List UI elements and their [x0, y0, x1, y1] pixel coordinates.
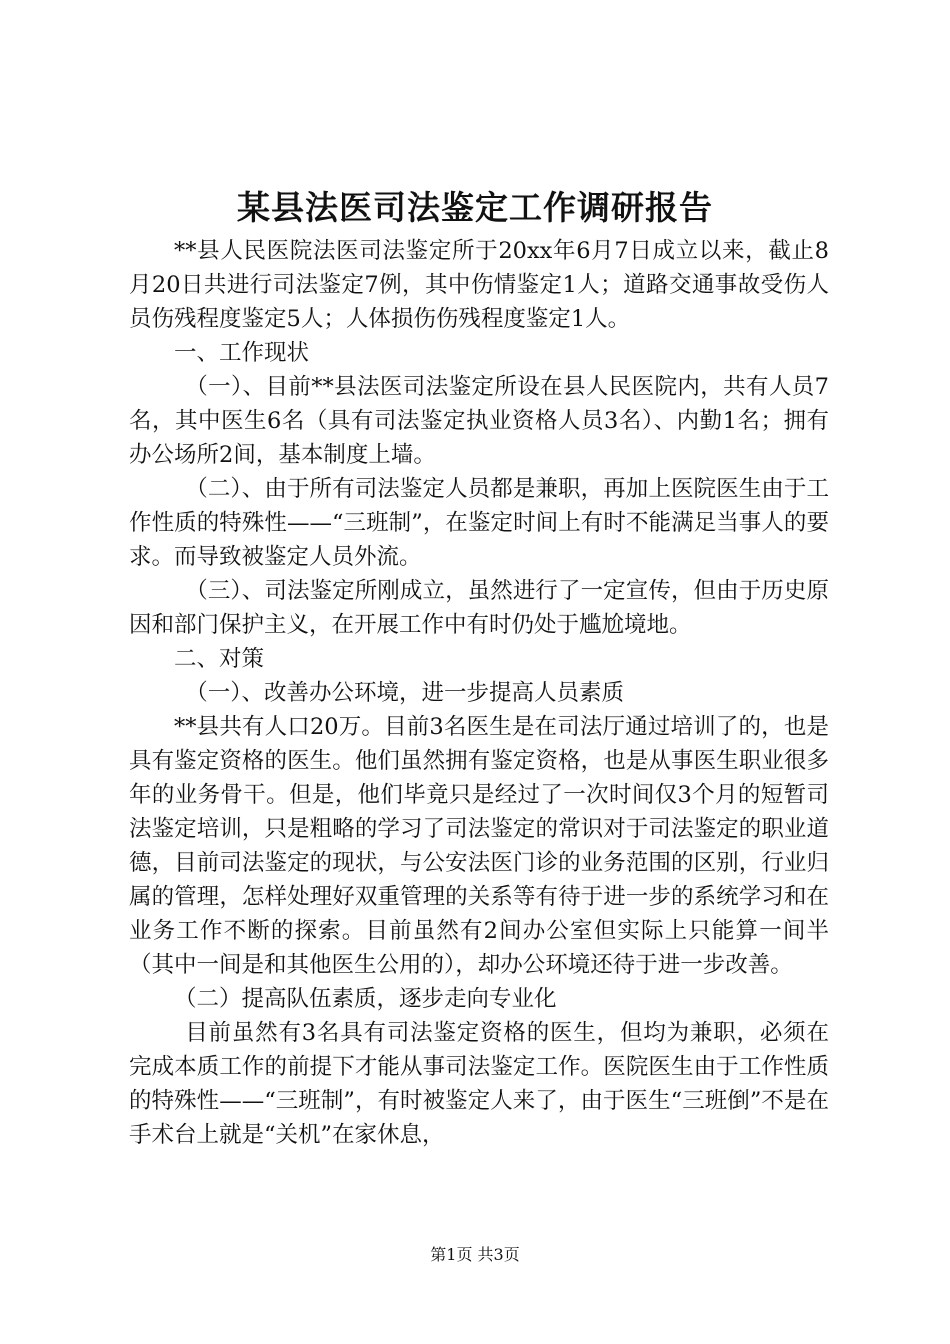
paragraph-improve-team: 目前虽然有3名具有司法鉴定资格的医生，但均为兼职，必须在完成本质工作的前提下才能从事司法鉴定工作。医院医生由于工作性质的特殊性——“三班制”，有时被鉴定人来了，由于医生“三班倒”不是在手术台上就是“关机”在家休息， — [129, 1020, 829, 1148]
paragraph-improve-environment: **县共有人口20万。目前3名医生是在司法厅通过培训了的，也是具有鉴定资格的医生。他们虽然拥有鉴定资格，也是从事医生职业很多年的业务骨干。但是，他们毕竟只是经过了一次时间仅3个月的短暂司法鉴定培训，只是粗略的学习了司法鉴定的常识对于司法鉴定的职业道德，目前司法鉴定的现状，与公安法医门诊的业务范围的区别，行业归属的管理，怎样处理好双重管理的关系等有待于进一步的系统学习和在业务工作不断的探索。目前虽然有2间办公室但实际上只能算一间半（其中一间是和其他医生公用的），却办公环境还待于进一步改善。 — [129, 714, 829, 978]
page-footer: 第1页 共3页 — [430, 1245, 520, 1264]
paragraph-intro: **县人民医院法医司法鉴定所于20xx年6月7日成立以来，截止8月20日共进行司法鉴定7例，其中伤情鉴定1人；道路交通事故受伤人员伤残程度鉴定5人；人体损伤伤残程度鉴定1人。 — [129, 238, 829, 332]
paragraph-status-1: （一）、目前**县法医司法鉴定所设在县人民医院内，共有人员7名，其中医生6名（具有司法鉴定执业资格人员3名）、内勤1名；拥有办公场所2间，基本制度上墙。 — [129, 374, 829, 468]
heading-countermeasures: 二、对策 — [174, 646, 265, 672]
subheading-improve-environment: （一）、改善办公环境，进一步提高人员素质 — [185, 680, 625, 706]
paragraph-status-2: （二）、由于所有司法鉴定人员都是兼职，再加上医院医生由于工作性质的特殊性——“三班制”，在鉴定时间上有时不能满足当事人的要求。而导致被鉴定人员外流。 — [129, 476, 829, 570]
document-body — [129, 234, 829, 1152]
subheading-improve-team: （二）提高队伍素质，逐步走向专业化 — [174, 986, 557, 1012]
heading-current-status: 一、工作现状 — [174, 340, 310, 366]
document-title: 某县法医司法鉴定工作调研报告 — [237, 188, 713, 227]
paragraph-status-3: （三）、司法鉴定所刚成立，虽然进行了一定宣传，但由于历史原因和部门保护主义，在开展工作中有时仍处于尴尬境地。 — [129, 578, 829, 638]
